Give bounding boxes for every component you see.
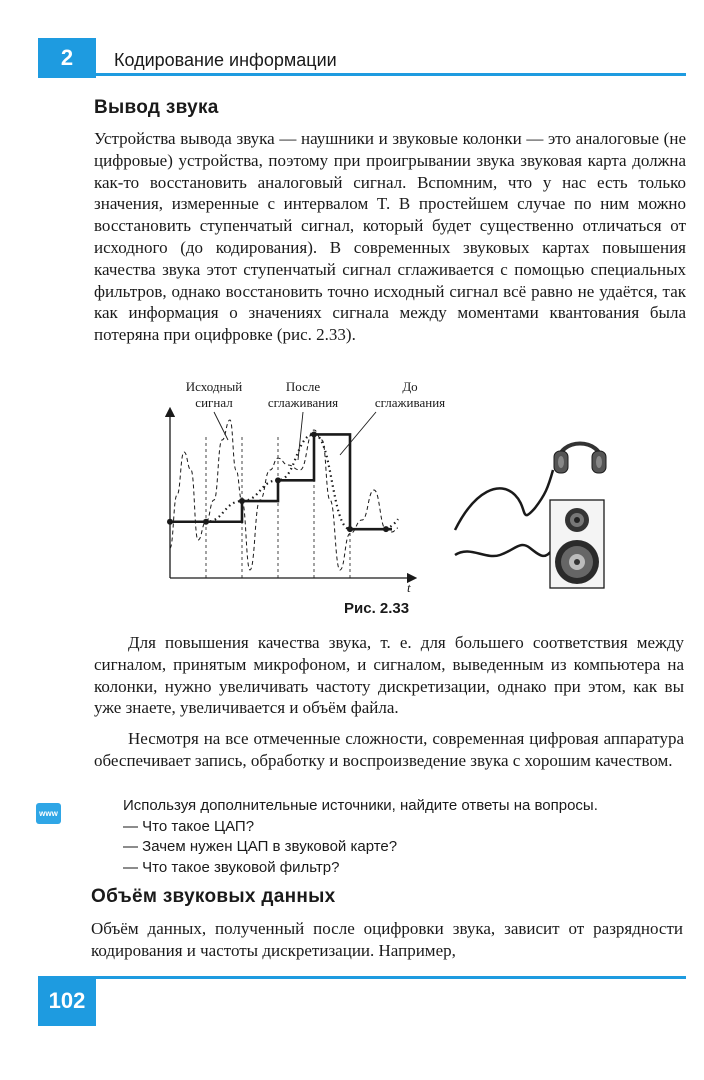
page-number-badge: [38, 976, 96, 1026]
headphones-icon: [554, 444, 606, 474]
section-title-audio-data-volume: Объём звуковых данных: [91, 886, 336, 907]
task-intro: Используя дополнительные источники, найдите ответы на вопросы.: [123, 797, 598, 814]
label-step-line2: сглаживания: [374, 395, 446, 410]
sample-point: [167, 519, 173, 525]
chapter-title: Кодирование информации: [114, 50, 337, 70]
paragraph-audio-data-volume: Объём данных, полученный после оцифровки звука, зависит от разрядности кодирования и частоты дискретизации. Например,: [91, 919, 683, 960]
audio-devices-illustration: [450, 420, 610, 595]
sample-point: [203, 519, 209, 525]
cable-bottom: [455, 545, 552, 556]
pointer-smoothed: [298, 412, 303, 460]
cable-top: [455, 470, 553, 530]
sample-point: [239, 498, 245, 504]
www-icon: www: [36, 803, 61, 824]
axis-t-label: t: [407, 580, 411, 595]
task-question: — Что такое ЦАП?: [123, 817, 255, 835]
chapter-number-badge: [38, 38, 96, 78]
chapter-number: 2: [60, 45, 74, 70]
sample-point: [275, 477, 281, 483]
sample-point: [383, 526, 389, 532]
sample-point: [311, 431, 317, 437]
task-question: — Зачем нужен ЦАП в звуковой карте?: [123, 838, 398, 855]
speaker-icon: [550, 500, 604, 588]
paragraph-modern-hardware: Несмотря на все отмеченные сложности, современная цифровая аппаратура обеспечивает запись, обработку и воспроизведение звука с хорошим качеством.: [94, 729, 684, 770]
paragraph-sound-output: Устройства вывода звука — наушники и звуковые колонки — это аналоговые (не цифровые) устройства, поэтому при проигрывании звука звуковая карта должна как-то восстановить аналоговый сигнал. Вспомним, что у нас есть только значения, измеренные с интервалом T. В простейшем случае по ним можно восстановить ступенчатый сигнал, который будет существенно отличаться от исходного (до кодирования). В современных звуковых картах повышения качества звука этот ступенчатый сигнал сглаживается с помощью специальных фильтров, однако восстановить точно исходный сигнал всё равно не удаётся, так как информация о значениях сигнала между моментами квантования была потеряна при оцифровке (рис. 2.33).: [94, 129, 686, 345]
label-original-line2: сигнал: [195, 395, 233, 410]
sample-point: [347, 526, 353, 532]
paragraph-quality: Для повышения качества звука, т. е. для большего соответствия между сигналом, принятым микрофоном, и сигналом, выведенным из компьютера на колонки, нужно увеличивать частоту дискретизации, однако при этом, как вы уже знаете, увеличивается и объём файла.: [94, 633, 684, 718]
page-number: 102: [48, 988, 86, 1013]
label-smoothed-line2: сглаживания: [267, 395, 339, 410]
footer-rule: [96, 976, 686, 979]
label-smoothed-line1: После: [285, 379, 321, 394]
signal-figure: [150, 370, 446, 600]
original-signal-curve: [170, 420, 398, 570]
step-signal-line: [170, 434, 392, 529]
task-question: — Что такое звуковой фильтр?: [123, 858, 340, 876]
figure-caption: Рис. 2.33: [344, 600, 410, 617]
header-rule: [96, 73, 686, 76]
section-title-sound-output: Вывод звука: [94, 97, 219, 118]
label-original-line1: Исходный: [185, 379, 243, 394]
sample-grid-lines: [206, 435, 350, 578]
research-task: [123, 796, 598, 878]
pointer-original: [214, 412, 228, 440]
label-step-line1: До: [402, 379, 418, 394]
smoothed-signal-curve: [170, 434, 398, 529]
